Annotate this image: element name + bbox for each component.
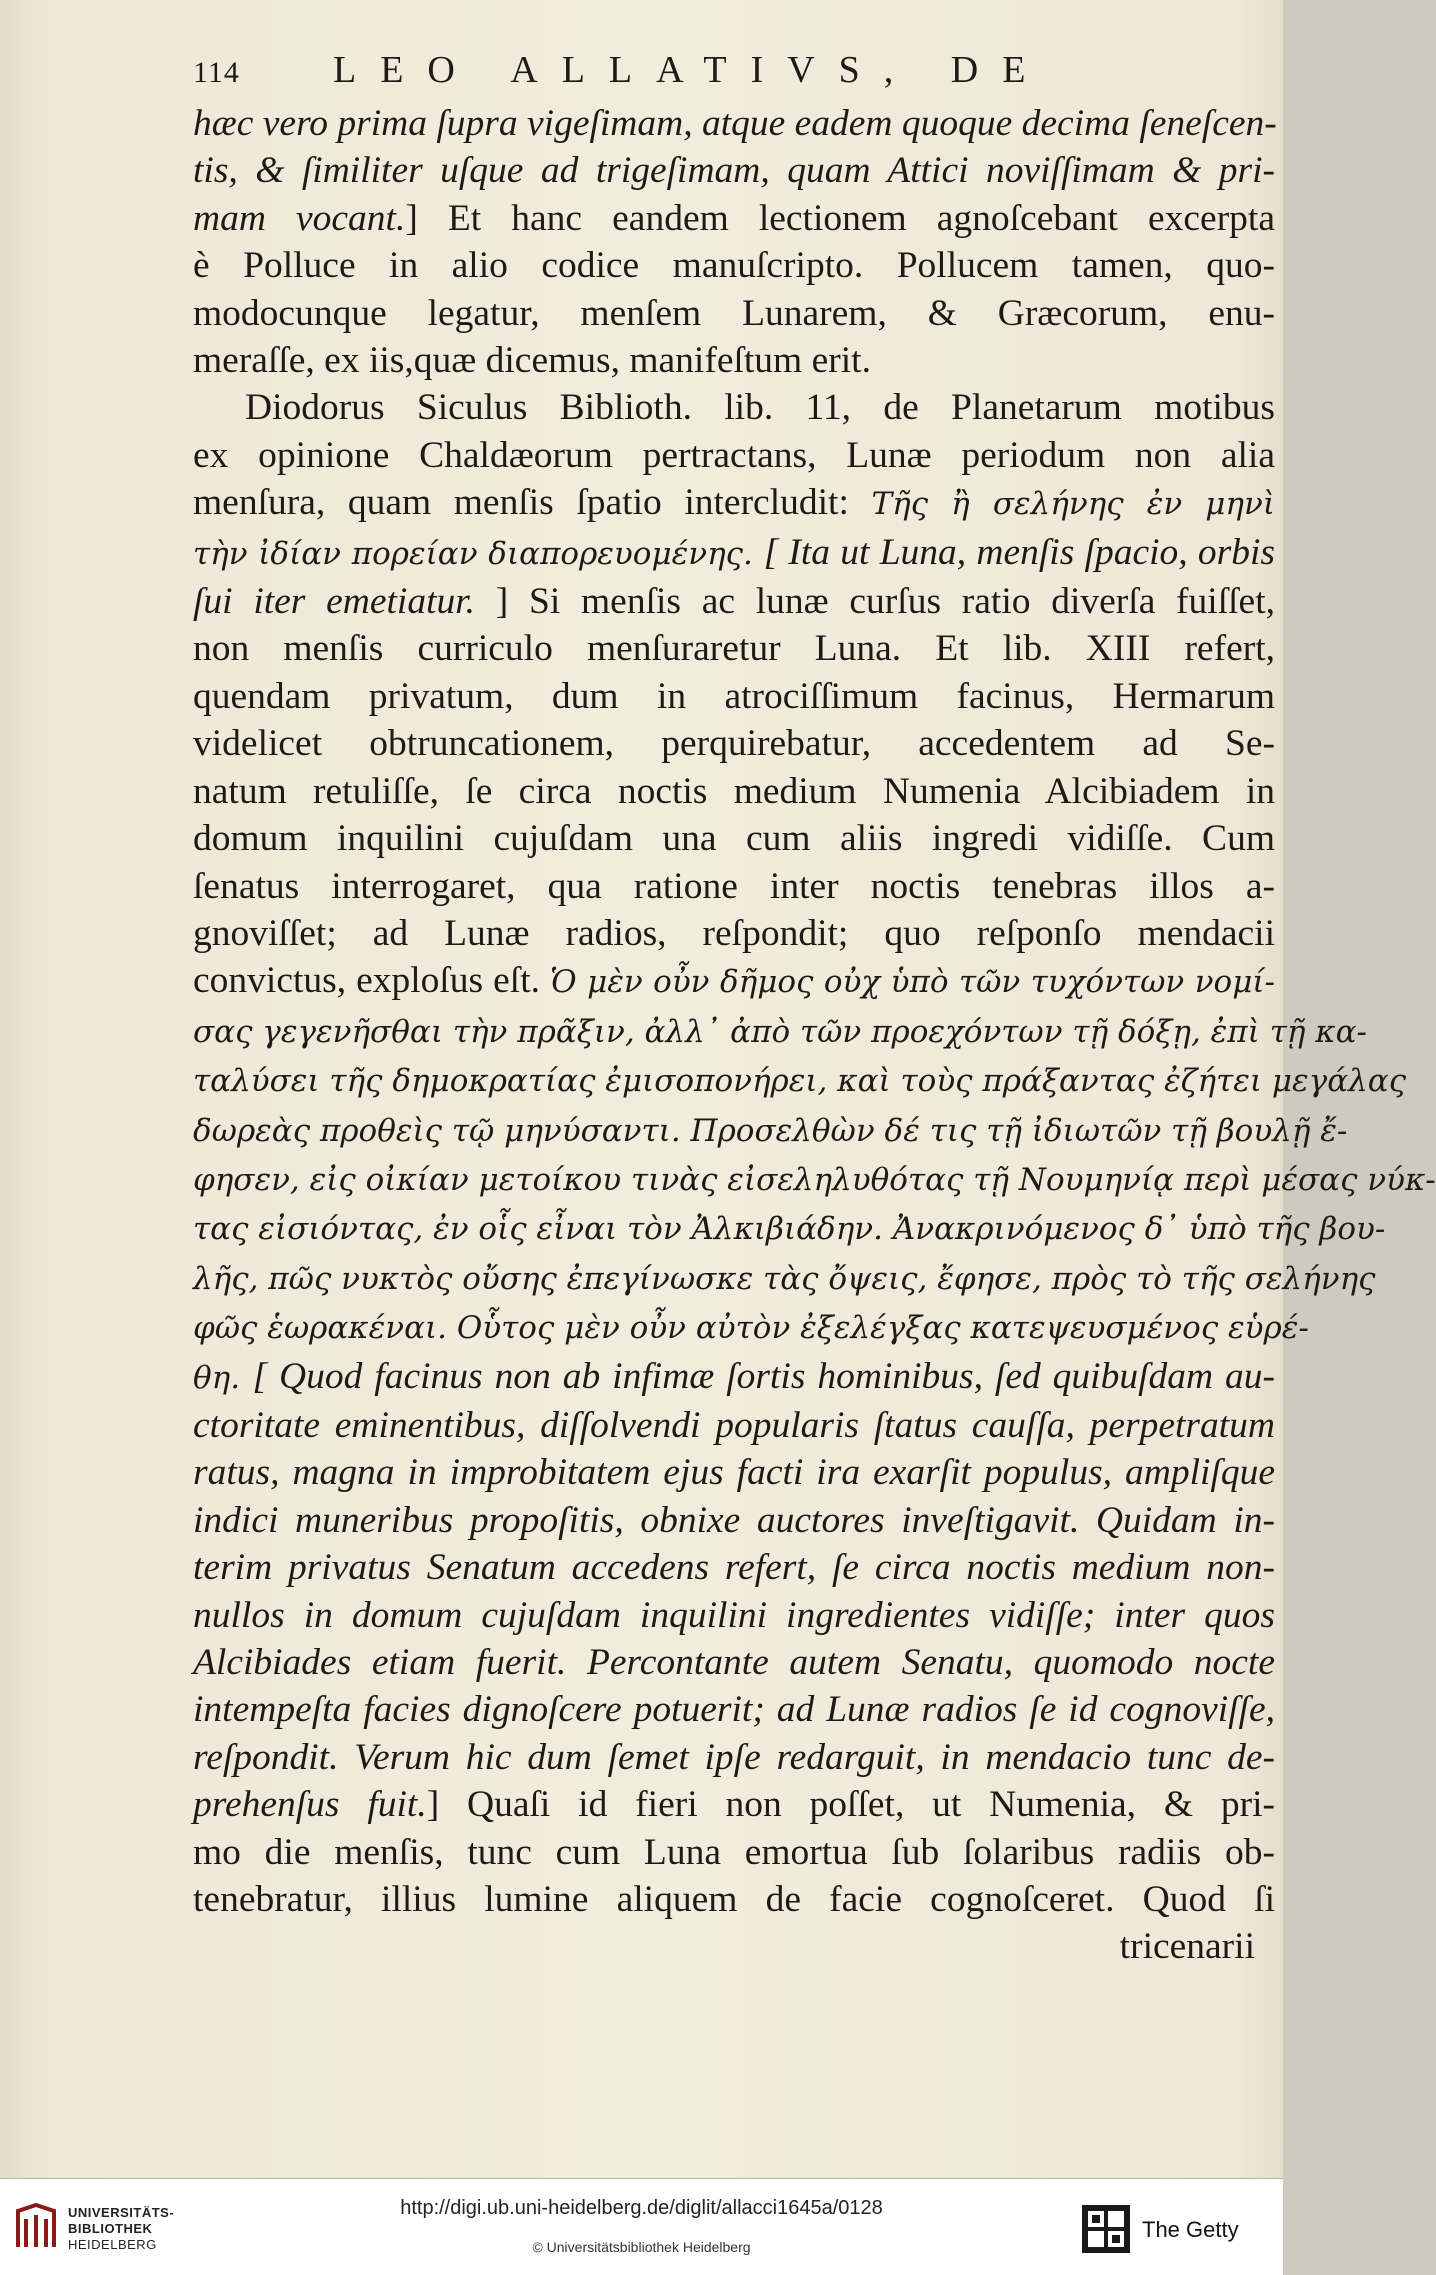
text-line	[193, 1639, 1275, 1686]
text-line	[193, 1829, 1275, 1876]
text-segment: mo die menſis, tunc cum Luna emortua ſub ſolaribus radiis ob-	[193, 1831, 1275, 1873]
text-line	[193, 1876, 1275, 1923]
text-segment: è Polluce in alio codice manuſcripto. Pollucem tamen, quo-	[193, 245, 1275, 287]
copyright-notice: © Universitätsbibliothek Heidelberg	[532, 2239, 751, 2255]
running-title: LEO ALLATIVS, DE	[333, 49, 1050, 91]
text-line	[193, 863, 1275, 910]
library-name-line3: HEIDELBERG	[68, 2237, 157, 2252]
text-line	[193, 384, 1275, 431]
text-line	[193, 578, 1275, 625]
text-line	[193, 1734, 1275, 1781]
text-segment: δωρεὰς προθεὶς τῷ μηνύσαντι. Προσελθὼν δέ τις τῇ ἰδιωτῶν τῇ βουλῇ ἔ-	[193, 1112, 1348, 1149]
text-segment: τας εἰσιόντας, ἐν οἷς εἶναι τὸν Ἀλκιβιάδην. Ἀνακρινόμενος δ᾽ ὑπὸ τῆς βου-	[193, 1211, 1386, 1248]
text-line	[193, 337, 1275, 384]
text-line	[193, 1402, 1275, 1449]
text-segment: ] Si menſis ac lunæ curſus ratio diverſa fuiſſet,	[475, 581, 1275, 623]
text-segment: ſui iter emetiatur.	[193, 581, 476, 623]
text-segment: ταλύσει τῆς δημοκρατίας ἐμισοπονήρει, καὶ τοὺς πράξαντας ἐζήτει μεγάλας	[193, 1063, 1407, 1100]
library-name-line1: UNIVERSITÄTS-	[68, 2205, 175, 2220]
text-line	[193, 768, 1275, 815]
text-line	[193, 910, 1275, 957]
text-segment: modocunque legatur, menſem Lunarem, & Græcorum, enu-	[193, 292, 1275, 334]
text-segment: tis, & ſimiliter uſque ad trigeſimam, quam Attici noviſſimam & pri-	[193, 150, 1275, 192]
page-header	[193, 48, 1275, 100]
text-segment: nullos in domum cujuſdam inquilini ingredientes vidiſſe; inter quos	[193, 1594, 1275, 1636]
text-segment: [ Ita ut Luna, menſis ſpacio, orbis	[763, 531, 1275, 573]
text-line	[193, 815, 1275, 862]
text-segment: φησεν, εἰς οἰκίαν μετοίκου τινὰς εἰσεληλυθότας τῇ Νουμηνίᾳ περὶ μέσας νύκ-	[193, 1161, 1436, 1198]
library-name-line2: BIBLIOTHEK	[68, 2221, 153, 2236]
partner-name: The Getty	[1142, 2217, 1239, 2242]
text-line	[193, 1497, 1275, 1544]
text-line	[193, 432, 1275, 479]
text-segment: ] Et hanc eandem lectionem agnoſcebant excerpta	[405, 197, 1275, 239]
text-line	[193, 1056, 1407, 1105]
text-line	[193, 195, 1275, 242]
viewer-footer	[0, 2178, 1283, 2275]
text-line	[193, 625, 1275, 672]
text-segment: reſpondit. Verum hic dum ſemet ipſe redarguit, in mendacio tunc de-	[193, 1736, 1275, 1778]
text-segment: ctoritate eminentibus, diſſolvendi popularis ſtatus cauſſa, perpetratum	[193, 1404, 1275, 1446]
text-line	[193, 1155, 1436, 1204]
text-segment: ] Quaſi id fieri non poſſet, ut Numenia, & pri-	[426, 1784, 1275, 1826]
text-line	[193, 479, 1275, 528]
text-line	[193, 290, 1275, 337]
text-segment: [ Quod facinus non ab infimæ ſortis hominibus, ſed quibuſdam au-	[252, 1355, 1275, 1397]
text-segment: terim privatus Senatum accedens refert, ſe circa noctis medium non-	[193, 1547, 1275, 1589]
text-line	[193, 242, 1275, 289]
text-line	[193, 529, 1275, 578]
body-text	[193, 100, 1436, 1971]
permalink-url[interactable]: http://digi.ub.uni-heidelberg.de/diglit/allacci1645a/0128	[400, 2197, 883, 2219]
text-segment: ſenatus interrogaret, qua ratione inter noctis tenebras illos a-	[193, 865, 1275, 907]
text-line	[193, 1303, 1309, 1352]
text-segment: τὴν ἰδίαν πορείαν διαπορευομένης.	[193, 535, 764, 572]
text-segment: σας γεγενῆσθαι τὴν πρᾶξιν, ἀλλ᾽ ἀπὸ τῶν προεχόντων τῇ δόξῃ, ἐπὶ τῇ κα-	[193, 1013, 1368, 1050]
text-segment: gnoviſſet; ad Lunæ radios, reſpondit; quo reſponſo mendacii	[193, 912, 1275, 954]
text-segment: intempeſta facies dignoſcere potuerit; ad Lunæ radios ſe id cognoviſſe,	[193, 1689, 1275, 1731]
text-segment: hæc vero prima ſupra vigeſimam, atque eadem quoque decima ſeneſcen-	[193, 103, 1277, 144]
text-segment: prehenſus fuit.	[193, 1784, 427, 1826]
text-line	[193, 1254, 1376, 1303]
text-line	[193, 957, 1275, 1006]
text-segment: natum retuliſſe, ſe circa noctis medium Numenia Alcibiadem in	[193, 770, 1275, 812]
text-line	[193, 1204, 1386, 1253]
text-line	[193, 1592, 1275, 1639]
text-line	[193, 1781, 1275, 1828]
text-segment: θη.	[193, 1359, 253, 1396]
text-segment: convictus, exploſus eſt.	[193, 960, 550, 1002]
page-number: 114	[193, 56, 240, 89]
text-segment: Ὁ μὲν οὖν δῆμος οὐχ ὑπὸ τῶν τυχόντων νομί-	[549, 964, 1275, 1001]
getty-logo-icon[interactable]	[1082, 2205, 1130, 2253]
text-segment: tricenarii	[1119, 1926, 1255, 1968]
text-segment: non menſis curriculo menſuraretur Luna. Et lib. XIII refert,	[193, 628, 1275, 670]
text-segment: λῆς, πῶς νυκτὸς οὔσης ἐπεγίνωσκε τὰς ὄψεις, ἔφησε, πρὸς τὸ τῆς σελήνης	[193, 1260, 1376, 1297]
text-line	[193, 147, 1275, 194]
text-segment: Τῆς ἢ σελήνης ἐν μηνὶ	[871, 486, 1275, 523]
text-segment: Alcibiades etiam fuerit. Percontante autem Senatu, quomodo nocte	[193, 1642, 1275, 1683]
text-line	[193, 1449, 1275, 1496]
text-segment: tenebratur, illius lumine aliquem de facie cognoſceret. Quod ſi	[193, 1879, 1275, 1921]
text-line	[193, 1106, 1348, 1155]
text-line	[193, 1686, 1275, 1733]
page-content	[193, 48, 1436, 1971]
text-segment: φῶς ἑωρακέναι. Οὗτος μὲν οὖν αὐτὸν ἐξελέγξας κατεψευσμένος εὑρέ-	[193, 1310, 1309, 1347]
text-segment: videlicet obtruncationem, perquirebatur, accedentem ad Se-	[193, 723, 1275, 765]
text-line	[193, 1007, 1368, 1056]
text-segment: mam vocant.	[193, 197, 406, 239]
text-segment: indici muneribus propoſitis, obnixe auctores inveſtigavit. Quidam in-	[193, 1499, 1275, 1541]
text-line	[193, 720, 1275, 767]
text-line	[193, 1544, 1275, 1591]
text-segment: ratus, magna in improbitatem ejus facti ira exarſit populus, ampliſque	[193, 1452, 1275, 1494]
text-segment: quendam privatum, dum in atrociſſimum facinus, Hermarum	[193, 675, 1275, 717]
text-line	[193, 100, 1275, 147]
text-line	[193, 1353, 1275, 1402]
text-segment: Diodorus Siculus Biblioth. lib. 11, de Planetarum motibus	[245, 387, 1275, 429]
text-segment: ex opinione Chaldæorum pertractans, Lunæ periodum non alia	[193, 434, 1275, 476]
text-segment: domum inquilini cujuſdam una cum aliis ingredi vidiſſe. Cum	[193, 818, 1275, 860]
text-segment: menſura, quam menſis ſpatio intercludit:	[193, 482, 872, 524]
text-line	[193, 1923, 1275, 1970]
text-segment: meraſſe, ex iis,quæ dicemus, manifeſtum erit.	[193, 340, 871, 382]
text-line	[193, 673, 1275, 720]
